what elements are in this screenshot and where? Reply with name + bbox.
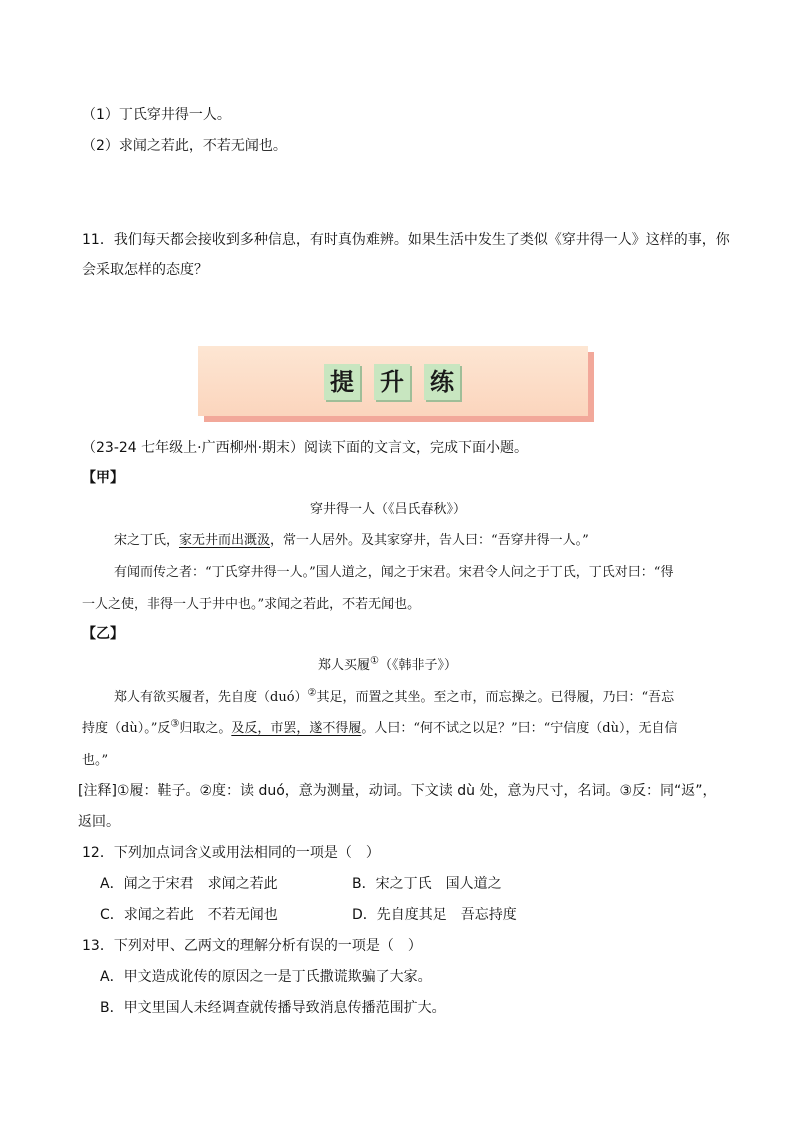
yi-l1-note-marker: ② [307, 687, 317, 699]
yi-title-note-marker: ① [370, 655, 379, 667]
yi-l2-underlined: 及反，市罢，遂不得履 [231, 721, 362, 736]
jia-p1-underlined: 家无井而出溉汲 [179, 533, 271, 548]
yi-l2-note-marker: ③ [170, 718, 180, 730]
sub-question-2: （2）求闻之若此，不若无闻也。 [82, 138, 287, 154]
section-banner [198, 346, 594, 422]
jia-paragraph-1 [114, 529, 589, 548]
q12-option-a: A．闻之于宋君 求闻之若此 [100, 876, 278, 892]
yi-l1-start: 郑人有欲买履者，先自度（duó） [114, 690, 308, 705]
section-yi-label: 【乙】 [82, 626, 124, 642]
jia-p1-end: ，常一人居外。及其家穿井，告人曰：“吾穿井得一人。” [270, 533, 589, 548]
yi-l1-end: 其足，而置之其坐。至之市，而忘操之。已得履，乃曰：“吾忘 [316, 690, 675, 705]
jia-title: 穿井得一人（《吕氏春秋》） [310, 502, 467, 517]
banner-char-2: 升 [374, 364, 410, 400]
notes-line2: 返回。 [78, 814, 120, 830]
question-11-line1: 11．我们每天都会接收到多种信息，有时真伪难辨。如果生活中发生了类似《穿井得一人》这样的事，你 [82, 232, 730, 248]
yi-l2-end: 。人曰：“何不试之以足？”曰：“宁信度（dù），无自信 [361, 721, 678, 736]
question-12-stem: 12．下列加点词含义或用法相同的一项是（ ） [82, 845, 380, 861]
q12-option-d: D．先自度其足 吾忘持度 [352, 907, 517, 923]
q13-option-b: B．甲文里国人未经调查就传播导致消息传播范围扩大。 [100, 1000, 446, 1016]
banner-char-1: 提 [324, 364, 360, 400]
q13-option-a: A．甲文造成讹传的原因之一是丁氏撒谎欺骗了大家。 [100, 969, 432, 985]
yi-l2-mid: 归取之。 [179, 721, 232, 736]
question-13-stem: 13．下列对甲、乙两文的理解分析有误的一项是（ ） [82, 938, 422, 954]
q12-option-b: B．宋之丁氏 国人道之 [352, 876, 502, 892]
section-jia-label: 【甲】 [82, 470, 124, 486]
banner-char-3: 练 [424, 364, 460, 400]
yi-line-1 [114, 686, 674, 705]
sub-question-1: （1）丁氏穿井得一人。 [82, 107, 231, 123]
yi-line-2 [82, 717, 677, 736]
jia-paragraph-2-line2: 一人之使，非得一人于井中也。”求闻之若此，不若无闻也。 [82, 597, 421, 612]
yi-title [318, 654, 457, 673]
question-11-line2: 会采取怎样的态度？ [82, 262, 208, 278]
yi-line-3: 也。” [82, 753, 109, 768]
notes-line1: [注释]①履：鞋子。②度：读 duó，意为测量，动词。下文读 dù 处，意为尺寸，名词。③反：同“返”， [78, 783, 717, 799]
reading-intro: （23-24 七年级上·广西柳州·期末）阅读下面的文言文，完成下面小题。 [82, 440, 529, 456]
yi-title-source: （《韩非子》） [378, 658, 457, 673]
jia-paragraph-2-line1: 有闻而传之者：“丁氏穿井得一人。”国人道之，闻之于宋君。宋君令人问之于丁氏，丁氏对曰：“得 [114, 565, 674, 580]
yi-title-main: 郑人买履 [318, 658, 371, 673]
yi-l2-start: 持度（dù）。”反 [82, 721, 171, 736]
jia-p1-start: 宋之丁氏， [114, 533, 180, 548]
q12-option-c: C．求闻之若此 不若无闻也 [100, 907, 278, 923]
